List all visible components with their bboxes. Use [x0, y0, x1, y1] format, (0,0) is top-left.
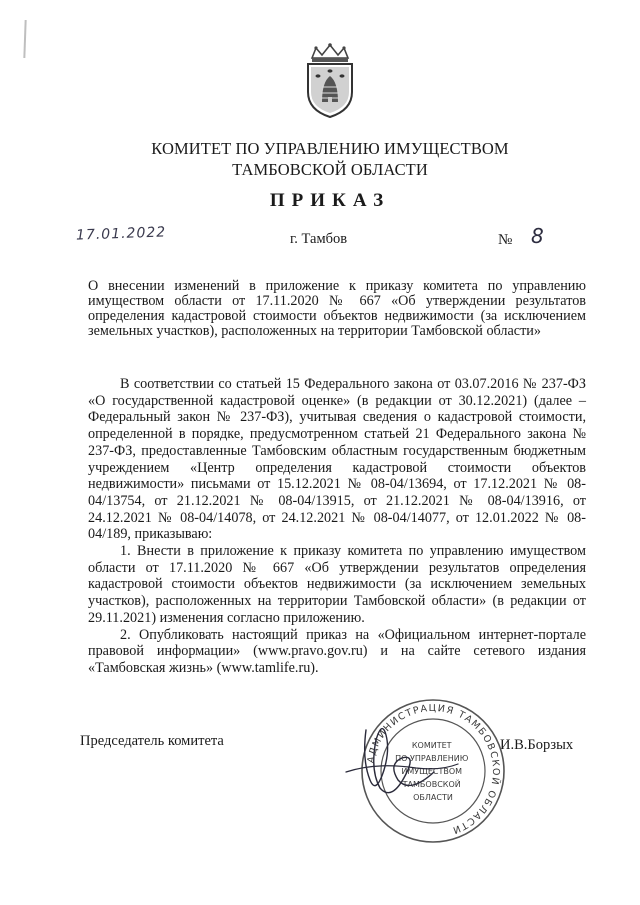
order-item-2: 2. Опубликовать настоящий приказ на «Официальном интернет-портале правовой информации» (www.pravo.gov.ru) и на сайте сетевого издания «Тамбовская жизнь» (www.tamlife.ru).: [88, 626, 586, 676]
stamp-outer-text: АДМИНИСТРАЦИЯ ТАМБОВСКОЙ ОБЛАСТИ: [365, 702, 502, 836]
signer-title: Председатель комитета: [80, 733, 224, 749]
committee-line-1: КОМИТЕТ ПО УПРАВЛЕНИЮ ИМУЩЕСТВОМ: [151, 139, 509, 158]
city-label: г. Тамбов: [290, 231, 348, 247]
committee-name: [100, 138, 560, 180]
scan-artifact: [23, 20, 26, 58]
handwritten-date: 17.01.2022: [75, 224, 167, 244]
document-type-title: ПРИКАЗ: [269, 190, 391, 211]
handwritten-signature: [336, 710, 466, 810]
preamble-paragraph: В соответствии со статьей 15 Федерального закона от 03.07.2016 № 237-ФЗ «О государственной кадастровой оценке» (в редакции от 30.12.2021) (далее – Федеральный закон № 237-ФЗ), учитывая сведения о кадастровой стоимости, определенной в порядке, предусмотренном статьей 21 Федерального закона № 237-ФЗ, предоставленные Тамбовским областным государственным бюджетным учреждением «Центр определения кадастровой стоимости объектов недвижимости» письмами от 15.12.2021 № 08-04/13694, от 17.12.2021 № 08-04/13754, от 21.12.2021 № 08-04/13915, от 21.12.2021 № 08-04/13916, от 24.12.2021 № 08-04/14078, от 24.12.2021 № 08-04/14077, от 12.01.2022 № 08-04/189, приказываю:: [88, 376, 586, 543]
order-item-1: 1. Внести в приложение к приказу комитета по управлению имуществом области от 17.11.2020 № 667 «Об утверждении результатов определения кадастровой стоимости объектов недвижимости (за исключением земельных участков), расположенных на территории Тамбовской области» (в редакции от 29.11.2021) изменения согласно приложению.: [88, 543, 586, 626]
committee-line-2: ТАМБОВСКОЙ ОБЛАСТИ: [232, 160, 428, 179]
order-subject: О внесении изменений в приложение к приказу комитета по управлению имуществом области от 17.11.2020 № 667 «Об утверждении результатов определения кадастровой стоимости объектов недвижимости (за исключением земельных участков), расположенных на территории Тамбовской области»: [88, 278, 586, 339]
number-label: №: [498, 232, 513, 248]
handwritten-order-number: 8: [531, 224, 544, 248]
signer-name: И.В.Борзых: [500, 737, 574, 753]
coat-of-arms-icon: [300, 40, 360, 120]
order-body: [88, 376, 586, 677]
stamp-inner-text: КОМИТЕТ ПО УПРАВЛЕНИЮ ИМУЩЕСТВОМ ТАМБОВСКОЙ ОБЛАСТИ: [395, 741, 469, 802]
